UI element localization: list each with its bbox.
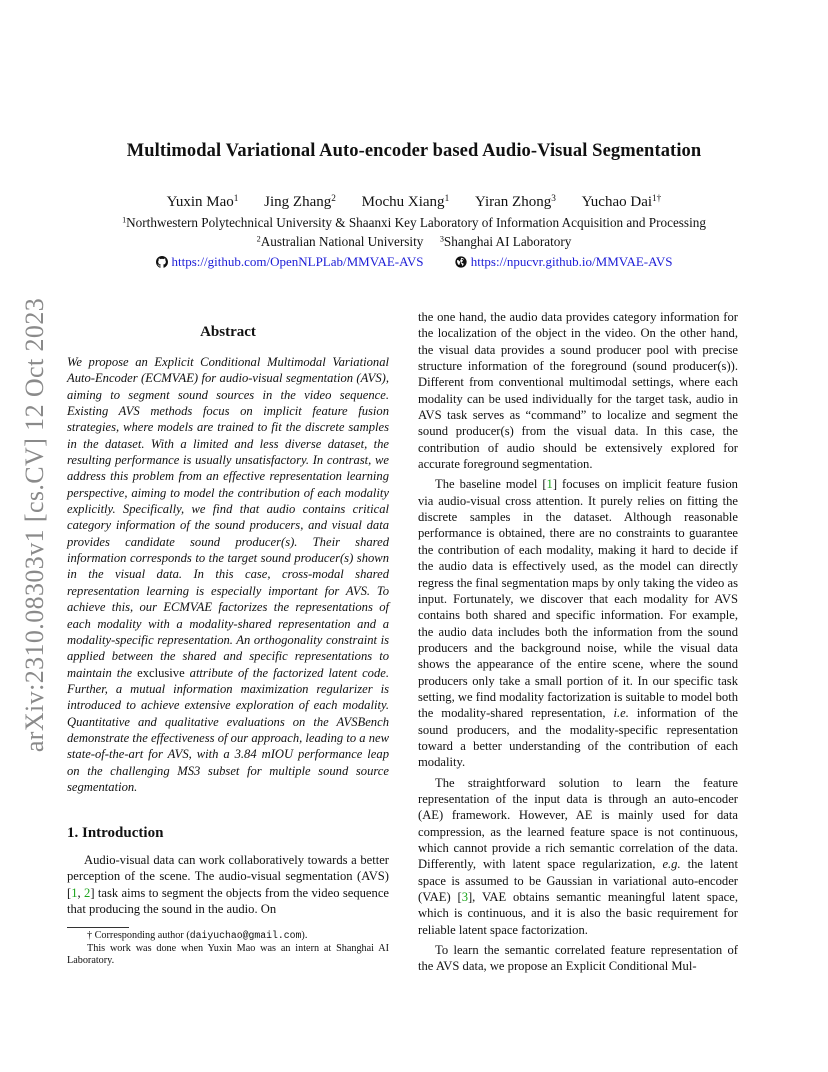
author: Jing Zhang$^2$	[264, 193, 336, 210]
paragraph: The straightforward solution to learn the feature representation of the input data is through an auto-encoder (AE) framework. However, AE is mainly used for data compression, as the learned feature space is not continuous, which cannot provide a rich semantic correlation of the data. Differently, with latent space regularization, e.g. the latent space is assumed to be Gaussian in variational auto-encoder (VAE) [3], VAE obtains semantic meaningful latent space, which is continuous, and it is also the basic requirement for reliable latent space factorization.	[418, 775, 738, 937]
author: Yiran Zhong$^3$	[474, 193, 556, 210]
citation-link[interactable]: 2	[84, 885, 91, 900]
link-row	[0, 254, 828, 270]
arxiv-id: arXiv:2310.08303v1 [cs.CV] 12 Oct 2023	[20, 297, 49, 753]
author: Mochu Xiang$^1$	[361, 193, 450, 210]
section-heading-introduction: 1. Introduction	[67, 825, 164, 841]
citation-link[interactable]: 3	[461, 890, 468, 905]
project-link-item[interactable]	[455, 254, 673, 269]
footnote-intern: This work was done when Yuxin Mao was an intern at Shanghai AI Laboratory.	[67, 942, 389, 967]
paragraph: the one hand, the audio data provides category information for the localization of the object in the video. On the other hand, the visual data provides a sound producer pool with precise structure information of the foreground (sound producer(s)). Different from conventional multimodal settings, where each modality can be used individually for the target task, audio in AVS task serves as “command” to localize and segment the sound producer(s) from the visual data. In this case, the contribution of audio should be extensively explored for accurate foreground segmentation.	[418, 310, 738, 472]
affiliation-1: $^1$Northwestern Polytechnical University & Shaanxi Key Laboratory of Information Acquisition and Processing	[122, 215, 706, 230]
citation-link[interactable]: 1	[546, 477, 553, 492]
project-link[interactable]: https://npucvr.github.io/MMVAE-AVS	[470, 254, 673, 269]
arxiv-stamp	[22, 290, 48, 760]
footnote-rule	[67, 927, 129, 928]
globe-icon	[455, 256, 467, 268]
paragraph: To learn the semantic correlated feature representation of the AVS data, we propose an Explicit Conditional Mul-	[418, 943, 738, 974]
author: Yuxin Mao$^1$	[166, 193, 239, 210]
citation-link[interactable]: 1	[71, 885, 78, 900]
right-column	[418, 309, 738, 975]
github-link-item[interactable]	[156, 254, 427, 269]
github-link[interactable]: https://github.com/OpenNLPLab/MMVAE-AVS	[171, 254, 424, 269]
paragraph: The baseline model [1] focuses on implicit feature fusion via audio-visual cross attention. It purely relies on fitting the discrete samples in the dataset. Although reasonable performance is obtained, there are no constraints to guarantee the contribution of each modality, making it hard to decide if the audio data is effectively used, as the model can directly regress the final segmentation maps by only taking the video as input. Fortunately, we discover that each modality for AVS contains both shared and specific information. For example, the audio data includes both the information from the sound producers and the background noise, while the visual data shows the appearance of the entire scene, where the sound producers only take a small portion of it. In our specific task setting, we find modality factorization is suitable to model both the modality-shared representation, i.e. information of the sound producers, and the modality-specific representation toward a better understanding of the contribution of each modality.	[418, 477, 739, 770]
abstract-body: We propose an Explicit Conditional Multimodal Variational Auto-Encoder (ECMVAE) for audio-visual segmentation (AVS), aiming to segment sound sources in the video sequence. Existing AVS methods focus on implicit feature fusion strategies, where models are trained to fit the discrete samples in the dataset. With a limited and less diverse dataset, the resulting performance is usually unsatisfactory. In contrast, we address this problem from an effective representation learning perspective, aiming to model the contribution of each modality explicitly. Specifically, we find that audio contains critical category information of the sound producers, and visual data provides candidate sound producer(s). Their shared information corresponds to the target sound producer(s) shown in the visual data. In this case, cross-modal shared representation learning is especially important for AVS. To achieve this, our ECMVAE factorizes the representations of each modality with a modality-shared representation and a modality-specific representation. An orthogonality constraint is applied between the shared and specific representations to maintain the exclusive attribute of the factorized latent code. Further, a mutual information maximization regularizer is introduced to achieve extensive exploration of each modality. Quantitative and qualitative evaluations on the AVSBench demonstrate the effectiveness of our approach, leading to a new state-of-the-art for AVS, with a 3.84 mIOU performance leap on the challenging MS3 subset for multiple sound source segmentation.	[67, 355, 390, 794]
footnotes	[67, 930, 389, 968]
affiliation-2-3: $^2$Australian National University $^3$Shanghai AI Laboratory	[256, 234, 572, 249]
author: Yuchao Dai$^{1\dagger}$	[581, 193, 662, 210]
intro-paragraph: Audio-visual data can work collaboratively towards a better perception of the scene. The audio-visual segmentation (AVS) [1, 2] task aims to segment the objects from the video sequence that producing the sound in the audio. On	[67, 853, 389, 917]
abstract-heading: Abstract	[200, 324, 256, 340]
footnote-corresponding: † Corresponding author (daiyuchao@gmail.com).	[87, 930, 308, 941]
paper-title: Multimodal Variational Auto-encoder based Audio-Visual Segmentation	[126, 141, 702, 161]
email: daiyuchao@gmail.com	[189, 930, 302, 941]
author-list	[0, 194, 828, 211]
github-icon	[156, 256, 168, 268]
